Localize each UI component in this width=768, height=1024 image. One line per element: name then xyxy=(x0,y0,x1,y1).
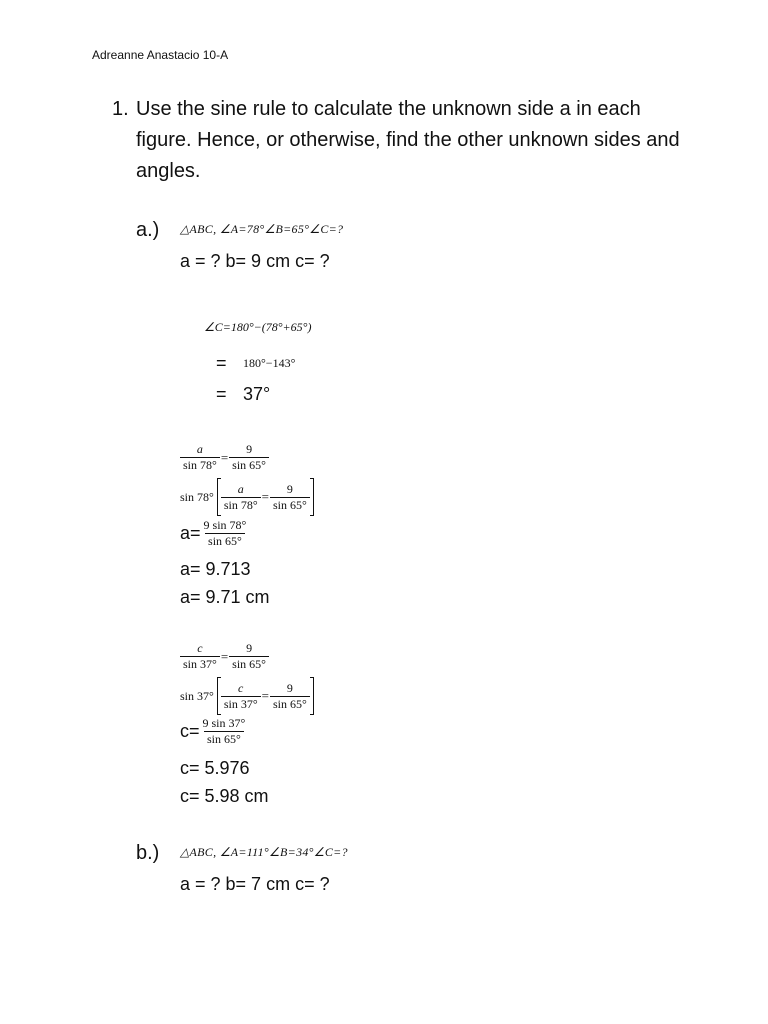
numerator: a xyxy=(237,481,244,496)
part-a-given: △ABC, ∠A=78°∠B=65°∠C=? xyxy=(180,222,344,236)
part-a-values: a = ? b= 9 cm c= ? xyxy=(180,251,330,271)
author-header: Adreanne Anastacio 10-A xyxy=(92,48,229,62)
denominator: sin 65° xyxy=(270,696,310,712)
solve-a-isolated xyxy=(180,518,249,549)
equals-sign: = xyxy=(220,449,229,465)
lhs-fraction xyxy=(221,482,261,513)
numerator: c xyxy=(197,641,203,655)
numerator: 9 xyxy=(286,680,293,695)
numerator: a xyxy=(196,442,203,456)
numerator: 9 sin 78° xyxy=(203,518,247,532)
rhs-fraction xyxy=(270,482,310,513)
equals-sign: = xyxy=(220,648,229,664)
solve-c-lhs-fraction xyxy=(180,641,220,672)
numerator: 9 xyxy=(286,481,293,496)
angle-c-result: 37° xyxy=(243,384,271,404)
solve-c-isolated xyxy=(180,716,248,747)
bracket-group xyxy=(217,677,314,715)
numerator: 9 xyxy=(246,442,253,456)
result-label: c= xyxy=(180,721,200,741)
multiplier: sin 78° xyxy=(180,489,214,504)
angle-c-equals-2: = xyxy=(216,353,227,373)
numerator: 9 sin 37° xyxy=(202,716,246,730)
denominator: sin 65° xyxy=(204,731,244,747)
equals-sign: = xyxy=(261,688,269,703)
result-fraction xyxy=(200,716,249,747)
solve-a-result-2: a= 9.71 cm xyxy=(180,587,270,607)
angle-c-step-2: 180°−143° xyxy=(243,356,296,370)
solve-c-result-1: c= 5.976 xyxy=(180,758,250,778)
denominator: sin 78° xyxy=(180,457,220,473)
solve-c-result-2: c= 5.98 cm xyxy=(180,786,269,806)
solve-c-multiplied xyxy=(180,677,314,715)
denominator: sin 78° xyxy=(221,497,261,513)
solve-a-result-1: a= 9.713 xyxy=(180,559,251,579)
numerator: c xyxy=(238,680,244,695)
angle-c-equals-3: = xyxy=(216,384,227,404)
part-a-label: a.) xyxy=(136,219,160,241)
solve-a-rhs-fraction xyxy=(229,442,269,473)
solve-a-lhs-fraction xyxy=(180,442,220,473)
equals-sign: = xyxy=(261,489,269,504)
part-b-label: b.) xyxy=(136,842,160,864)
numerator: 9 xyxy=(246,641,253,655)
denominator: sin 65° xyxy=(270,497,310,513)
solve-a-multiplied xyxy=(180,478,314,516)
denominator: sin 37° xyxy=(221,696,261,712)
lhs-fraction xyxy=(221,681,261,712)
denominator: sin 65° xyxy=(229,656,269,672)
part-b-given: △ABC, ∠A=111°∠B=34°∠C=? xyxy=(180,845,348,859)
solve-c-ratio xyxy=(180,641,269,672)
result-fraction xyxy=(201,518,250,549)
question-text: Use the sine rule to calculate the unknown side a in each figure. Hence, or otherwise, find the other unknown sides and angles. xyxy=(136,98,680,182)
part-b-values: a = ? b= 7 cm c= ? xyxy=(180,874,330,894)
multiplier: sin 37° xyxy=(180,688,214,703)
question-number: 1. xyxy=(112,98,129,120)
denominator: sin 65° xyxy=(205,533,245,549)
angle-c-step-1: ∠C=180°−(78°+65°) xyxy=(204,320,312,334)
bracket-group xyxy=(217,478,314,516)
solve-a-ratio xyxy=(180,442,269,473)
result-label: a= xyxy=(180,523,201,543)
denominator: sin 37° xyxy=(180,656,220,672)
rhs-fraction xyxy=(270,681,310,712)
denominator: sin 65° xyxy=(229,457,269,473)
solve-c-rhs-fraction xyxy=(229,641,269,672)
